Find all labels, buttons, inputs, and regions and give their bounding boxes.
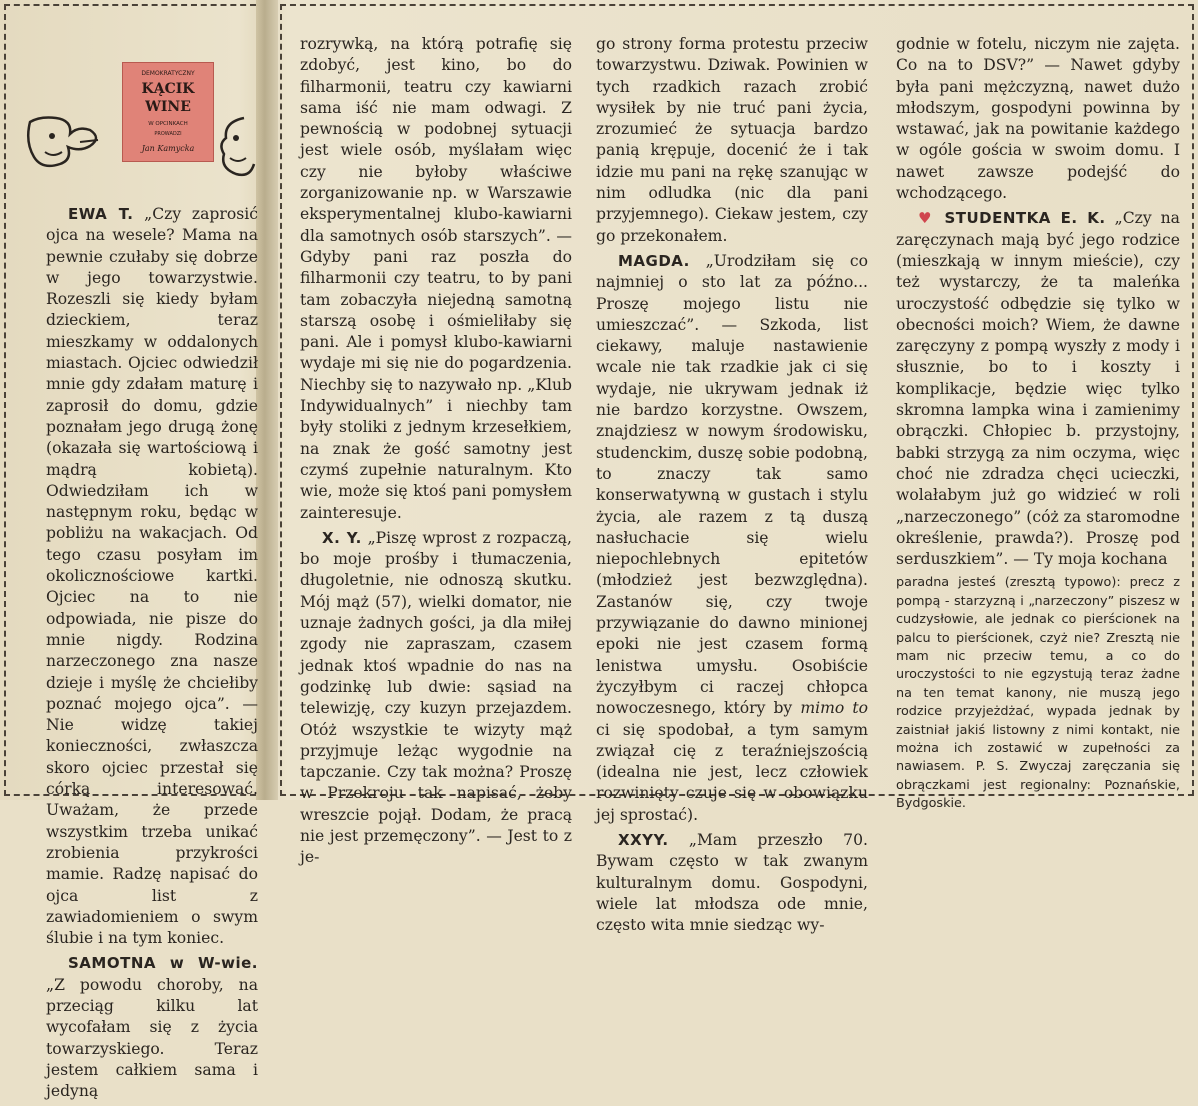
letter-author-samotna: SAMOTNA w W-wie.	[68, 954, 258, 973]
logo-line3: WINE	[145, 99, 191, 115]
left-face-doodle-icon	[20, 112, 110, 182]
letter-body-magda-a: „Urodziłam się co najmniej o sto lat za późno... Proszę mojego listu nie umieszczać”. — Szkoda, list ciekawy, maluje nastawienie wcale nie tak rzadkie jak ci się wydaje, nie ukrywam jednak iż nie bardzo korzystne. Owszem, znajdziesz w nowym środowisku, studenckim, duszę sobie podobną, to znaczy tak samo konserwatywną w gustach i stylu życia, ale razem z tą duszą nasłuchacie się wielu niepochlebnych epitetów (młodzież jest bezwzględna). Zastanów się, czy twoje przywiązanie do dawno minionej epoki nie jest czasem formą lenistwa umysłu. Osobiście życzyłbym ci raczej chłopca nowoczesnego, który by	[596, 251, 868, 718]
column-logo	[122, 62, 214, 162]
letter-studentka	[896, 208, 1180, 570]
logo-line1: DEMOKRATYCZNY	[141, 70, 195, 77]
letter-body-magda-emphasis: mimo to	[800, 699, 868, 718]
column-3	[596, 34, 868, 940]
column-2	[300, 34, 572, 873]
letter-xy-continued: go strony forma protestu przeciw towarzystwu. Dziwak. Powinien w tych rzadkich razach zrobić wysiłek by nie truć pani życia, zrozumieć że sytuacja bardzo panią krępuje, docenić że i tak idzie mu pani na rękę szanując w nim odludka (nic dla pani przyjemnego). Ciekaw jestem, czy go przekonałem.	[596, 35, 868, 245]
letter-author-magda: MAGDA.	[618, 251, 690, 270]
letter-samotna	[46, 953, 258, 1102]
heart-icon: ♥	[918, 209, 936, 228]
letter-body-samotna: „Z powodu choroby, na przeciąg kilku lat wycofałam się z życia towarzyskiego. Teraz jestem całkiem sama i jedyną	[46, 975, 258, 1101]
letter-body-xy: „Piszę wprost z rozpaczą, bo moje prośby i tłumaczenia, długoletnie, nie odnoszą skutku. Mój mąż (57), wielki domator, nie uznaje żadnych gości, ja dla miłej zgody nie zapraszam, czasem jednak ktoś wpadnie do nas na godzinkę lub dwie: sąsiad na telewizję, czy kuzyn przejazdem. Otóż wszystkie te wizyty mąż przyjmuje leżąc wygodnie na tapczanie. Czy tak można? Proszę w Przekroju tak napisać, żeby wreszcie pojął. Dodam, że pracą nie jest przemęczony”. — Jest to z je-	[300, 528, 572, 867]
answer-small-print: paradna jesteś (zresztą typowo): precz z pompą - starzyzną i „narzeczony” piszesz w cudzysłowie, ale jednak co pierścionek na palcu to pierścionek, czyż nie? Zresztą nie mam nic przeciw temu, a co do uroczystości to nie egzystują teraz żadne na ten temat kanony, nie muszą jego rodzice przyjeżdżać, wypada jednak by zaistniał jakiś listowny z nimi kontakt, nie można ich zostawić w zupełności za nawiasem. P. S. Zwyczaj zaręczania się obrączkami jest regionalny: Poznańskie, Bydgoskie.	[896, 575, 1180, 812]
letter-xy	[300, 528, 572, 869]
column-1	[46, 204, 258, 1106]
letter-author-xxyy: XXYY.	[618, 830, 669, 849]
letter-body-xxyy: „Mam przeszło 70. Bywam często w tak zwanym kulturalnym domu. Gospodyni, wiele lat młodsza ode mnie, często wita mnie siedząc wy-	[596, 830, 868, 935]
letter-body-magda-b: ci się spodobał, a tym samym związał cię z teraźniejszością (idealna nie jest, lecz człowiek rozwinięty czuje się w obowiązku jej sprostać).	[596, 720, 868, 824]
letter-xxyy	[596, 830, 868, 936]
logo-line6: Jan Kamycka	[141, 144, 195, 153]
letter-magda	[596, 251, 868, 826]
letter-ewa	[46, 204, 258, 949]
column-4	[896, 34, 1180, 818]
logo-drawing	[123, 63, 213, 161]
page-gutter	[256, 0, 278, 800]
letter-author-studentka: STUDENTKA E. K.	[944, 209, 1106, 228]
letter-samotna-continued: rozrywką, na którą potrafię się zdobyć, jest kino, bo do filharmonii, teatru czy kawiarni sama iść nie mam odwagi. Z pewnością w podobnej sytuacji jest wiele osób, myślałam więc czy nie byłoby właściwe zorganizowanie np. w Warszawie eksperymentalnej klubo-kawiarni dla samotnych osób starszych”. — Gdyby pani raz poszła do filharmonii czy teatru, to by pani tam zobaczyła niejedną samotną starszą osobę i ośmieliłaby się pani. Ale i pomysł klubo-kawiarni wydaje mi się nie do pogardzenia. Niechby się to nazywało np. „Klub Indywidualnych” i niechby tam były stoliki z jednym krzesełkiem, na znak że gość samotny jest czymś zupełnie naturalnym. Kto wie, może się ktoś pani pomysłem zainteresuje.	[300, 35, 572, 522]
logo-line5: PROWADZI	[154, 131, 182, 137]
logo-line4: W OPCINKACH	[148, 121, 188, 127]
letter-author-ewa: EWA T.	[68, 205, 134, 223]
letter-xxyy-continued: godnie w fotelu, niczym nie zajęta. Co na to DSV?” — Nawet gdyby była pani mężczyzną, nawet dużo młodszym, gospodyni powinna by wstawać, jak na powitanie każdego w ogóle gościa w swoim domu. I nawet zawsze podejść do wchodzącego.	[896, 35, 1180, 203]
letter-author-xy: X. Y.	[322, 528, 362, 547]
right-face-doodle-icon	[214, 112, 258, 184]
letter-body-studentka: „Czy na zaręczynach mają być jego rodzice (mieszkają w innym mieście), czy też wystarczy, że ta maleńka uroczystość odbędzie się tylko w obecności moich? Wiem, że dawne zaręczyny z pompą wyszły z mody i słusznie, bo to i koszty i komplikacje, będzie więc tylko skromna lampka wina i zamienimy obrączki. Chłopiec b. przystojny, babki strzygą za nim oczyma, więc choć nie zdradza chęci ucieczki, wolałabym już go widzieć w roli „narzeczonego” (cóż za staromodne określenie, prawda?). Proszę pod serduszkiem”. — Ty moja kochana	[896, 209, 1180, 569]
logo-line2: KĄCIK	[141, 81, 195, 97]
letter-body-ewa: „Czy zaprosić ojca na wesele? Mama na pewnie czułaby się dobrze w jego towarzystwie. Rozeszli się kiedy byłam dzieckiem, teraz mieszkamy w oddalonych miastach. Ojciec odwiedził mnie gdy zdałam maturę i zaprosił do domu, gdzie poznałam jego drugą żonę (okazała się wartościową i mądrą kobietą). Odwiedziłam ich w następnym roku, będąc w pobliżu na wakacjach. Od tego czasu posyłam im okolicznościowe kartki. Ojciec na to nie odpowiada, nie pisze do mnie nigdy. Rodzina narzeczonego zna nasze dzieje i myślę że chciełiby poznać mojego ojca”. — Nie widzę takiej konieczności, zwłaszcza skoro ojciec przestał się córką interesować. Uważam, że przede wszystkim trzeba unikać zrobienia przykrości mamie. Radzę napisać do ojca list z zawiadomieniem o swym ślubie i na tym koniec.	[46, 205, 258, 948]
